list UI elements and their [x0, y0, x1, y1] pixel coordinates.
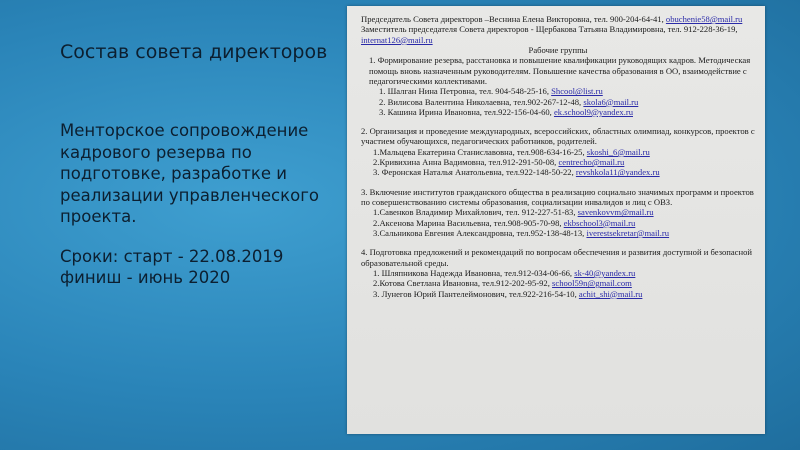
member-email: savenkovvm@mail.ru — [577, 207, 654, 218]
working-group-1 — [361, 55, 755, 117]
member-email: skola6@mail.ru — [583, 96, 639, 107]
working-group-4 — [361, 247, 755, 299]
list-item — [361, 207, 755, 217]
working-group-3 — [361, 187, 755, 239]
list-item — [361, 167, 755, 177]
member-email: centrecho@mail.ru — [558, 157, 625, 168]
member-text: 3. Лунегов Юрий Пантелеймонович, тел.922-216-54-10, — [373, 288, 577, 299]
member-text: 3. Кашина Ирина Ивановна, тел.922-156-04-60, — [379, 106, 552, 117]
member-email: skoshi_6@mail.ru — [586, 146, 650, 157]
group-heading: 4. Подготовка предложений и рекомендаций по вопросам обеспечения и развития доступной и безопасной образовательной среды. — [361, 247, 752, 268]
member-email: iverestsekretar@mail.ru — [586, 227, 670, 238]
member-text: 1.Мальцева Екатерина Станиславовна, тел.908-634-16-25, — [373, 146, 585, 157]
list-item — [361, 86, 755, 96]
date-finish: финиш - июнь 2020 — [60, 267, 231, 287]
member-email: sk-40@yandex.ru — [574, 267, 636, 278]
chair-email: obuchenie58@mail.ru — [665, 14, 743, 24]
deputy-email: internat126@mail.ru — [361, 34, 433, 45]
list-item — [361, 157, 755, 167]
chair-text: Председатель Совета директоров –Веснина Елена Викторовна, тел. 900-204-64-41, — [361, 14, 664, 24]
group-heading: 1. Формирование резерва, расстановка и повышение квалификации руководящих кадров. Методическая помощь вновь назначенным руководителям. Повышение качества образования в ОО, взаимодействие с педагогическими коллективами. — [369, 55, 751, 86]
list-item — [361, 278, 755, 288]
member-email: ek.school9@yandex.ru — [553, 106, 633, 117]
member-text: 3.Сальникова Евгения Александровна, тел.952-138-48-13, — [373, 227, 585, 238]
list-item — [361, 228, 755, 238]
slide-description: Менторское сопровождение кадрового резерва по подготовке, разработке и реализации управленческого проекта. — [60, 121, 319, 227]
list-item — [361, 218, 755, 228]
list-item — [361, 107, 755, 117]
chair-entry — [361, 14, 755, 24]
member-text: 2.Кривихина Анна Вадимовна, тел.912-291-50-08, — [373, 157, 557, 168]
scanned-document — [347, 6, 765, 434]
list-item — [361, 268, 755, 278]
group-heading: 2. Организация и проведение международных, всероссийских, областных олимпиад, конкурсов, проектов с участием обучающихся, педагогических работников, родителей. — [361, 126, 755, 147]
member-email: Shcool@list.ru — [551, 86, 603, 97]
member-email: achit_shi@mail.ru — [578, 288, 643, 299]
date-start: Сроки: старт - 22.08.2019 — [60, 246, 284, 266]
member-text: 1. Шляпникова Надежда Ивановна, тел.912-034-06-66, — [373, 267, 573, 278]
member-email: revshkola11@yandex.ru — [575, 167, 660, 178]
working-group-2 — [361, 126, 755, 178]
list-item — [361, 97, 755, 107]
slide-dates — [60, 246, 330, 289]
member-text: 2.Аксенова Марина Васильевна, тел.908-905-70-98, — [373, 217, 562, 228]
slide-text-panel — [60, 40, 330, 288]
deputy-text: Заместитель председателя Совета директоров - Щербакова Татьяна Владимировна, тел. 912-228-36-19, — [361, 24, 738, 35]
member-text: 2.Котова Светлана Ивановна, тел.912-202-95-92, — [373, 278, 550, 289]
working-groups-title: Рабочие группы — [528, 44, 588, 55]
member-text: 2. Вилисова Валентина Николаевна, тел.902-267-12-48, — [379, 96, 582, 107]
member-text: 3. Феронская Наталья Анатольевна, тел.922-148-50-22, — [373, 167, 574, 178]
list-item — [361, 147, 755, 157]
member-text: 1. Шалган Нина Петровна, тел. 904-548-25-16, — [379, 86, 549, 97]
list-item — [361, 289, 755, 299]
group-heading: 3. Включение институтов гражданского общества в реализацию социально значимых программ и проектов по совершенствованию системы образования, социализации инвалидов и лиц с ОВЗ. — [361, 186, 754, 207]
deputy-entry — [361, 24, 755, 45]
member-email: school59n@gmail.com — [552, 278, 632, 289]
member-text: 1.Савенков Владимир Михайлович, тел. 912-227-51-83, — [373, 207, 576, 218]
member-email: ekbschool3@mail.ru — [563, 217, 636, 228]
slide-title: Состав совета директоров — [60, 41, 328, 63]
